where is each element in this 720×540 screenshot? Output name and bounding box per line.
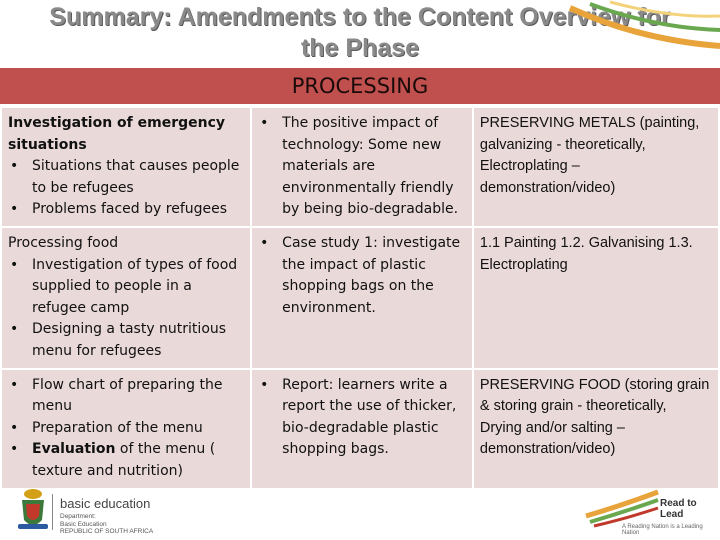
list-item: • Problems faced by refugees: [8, 199, 244, 221]
bold-text: Evaluation: [32, 441, 116, 458]
department-line: Department:: [60, 513, 96, 520]
content-table: [0, 106, 720, 490]
list-item: • Designing a tasty nutritious menu for refugees: [8, 319, 244, 362]
slide-title-line-2: the Phase: [300, 34, 420, 62]
section-band: [0, 66, 720, 104]
cell-heading-line: situations: [8, 136, 87, 153]
table-cell: [1, 107, 251, 227]
list-item: • Situations that causes people to be refugees: [8, 156, 244, 199]
list-item: • Flow chart of preparing the menu: [8, 375, 244, 418]
department-name: basic education: [60, 496, 151, 511]
table-cell: [473, 369, 719, 489]
cell-heading: Processing food: [8, 234, 119, 251]
coat-of-arms-icon: [14, 486, 52, 532]
table-cell: [251, 227, 473, 369]
basic-education-logo: [10, 486, 210, 536]
table-row: [1, 107, 719, 227]
table-row: [1, 369, 719, 489]
read-to-lead-logo: [560, 486, 715, 536]
cell-text: 1.1 Painting 1.2. Galvanising 1.3. Electroplating: [479, 234, 693, 273]
cell-text: PRESERVING METALS (painting, galvanizing - theoretically, Electroplating – demonstration/video): [479, 115, 700, 196]
bullet-list: [8, 375, 244, 483]
slide-title-line-1: Summary: Amendments to the Content Overview for: [49, 3, 671, 31]
list-item: • Report: learners write a report the use of thicker, bio-degradable plastic shopping bags.: [258, 375, 466, 461]
list-item: • Investigation of types of food supplied to people in a refugee camp: [8, 255, 244, 320]
bullet-list: [258, 113, 466, 221]
cell-text: PRESERVING FOOD (storing grain & storing grain - theoretically, Drying and/or salting – demonstration/video): [479, 376, 710, 458]
read-to-lead-tagline: A Reading Nation is a Leading Nation: [622, 524, 703, 536]
table-cell: [473, 107, 719, 227]
bullet-list: [258, 233, 466, 319]
table-cell: [1, 369, 251, 489]
bullet-list: [8, 156, 244, 221]
list-item: [8, 439, 244, 482]
list-item: • Preparation of the menu: [8, 418, 244, 440]
list-item: • The positive impact of technology: Some new materials are environmentally friendly by being bio-degradable.: [258, 113, 466, 221]
table-cell: [1, 227, 251, 369]
logo-divider: [52, 494, 53, 530]
section-band-label: PROCESSING: [291, 74, 429, 98]
table-cell: [251, 369, 473, 489]
read-to-lead-swoosh-icon: [580, 486, 660, 528]
department-line: REPUBLIC OF SOUTH AFRICA: [60, 528, 154, 535]
list-item-text: of the menu ( texture and nutrition): [32, 441, 216, 479]
cell-heading: [8, 113, 244, 156]
bullet-list: [258, 375, 466, 461]
table-row: [1, 227, 719, 369]
table-cell: [473, 227, 719, 369]
swoosh-decoration: [560, 0, 720, 60]
bullet-list: [8, 255, 244, 363]
department-line: Basic Education: [60, 520, 107, 528]
department-details: [60, 513, 153, 536]
table-cell: [251, 107, 473, 227]
read-to-lead-name: Read to Lead: [660, 498, 697, 520]
list-item: • Case study 1: investigate the impact of plastic shopping bags on the environment.: [258, 233, 466, 319]
cell-heading-line: Investigation of emergency: [8, 115, 226, 131]
